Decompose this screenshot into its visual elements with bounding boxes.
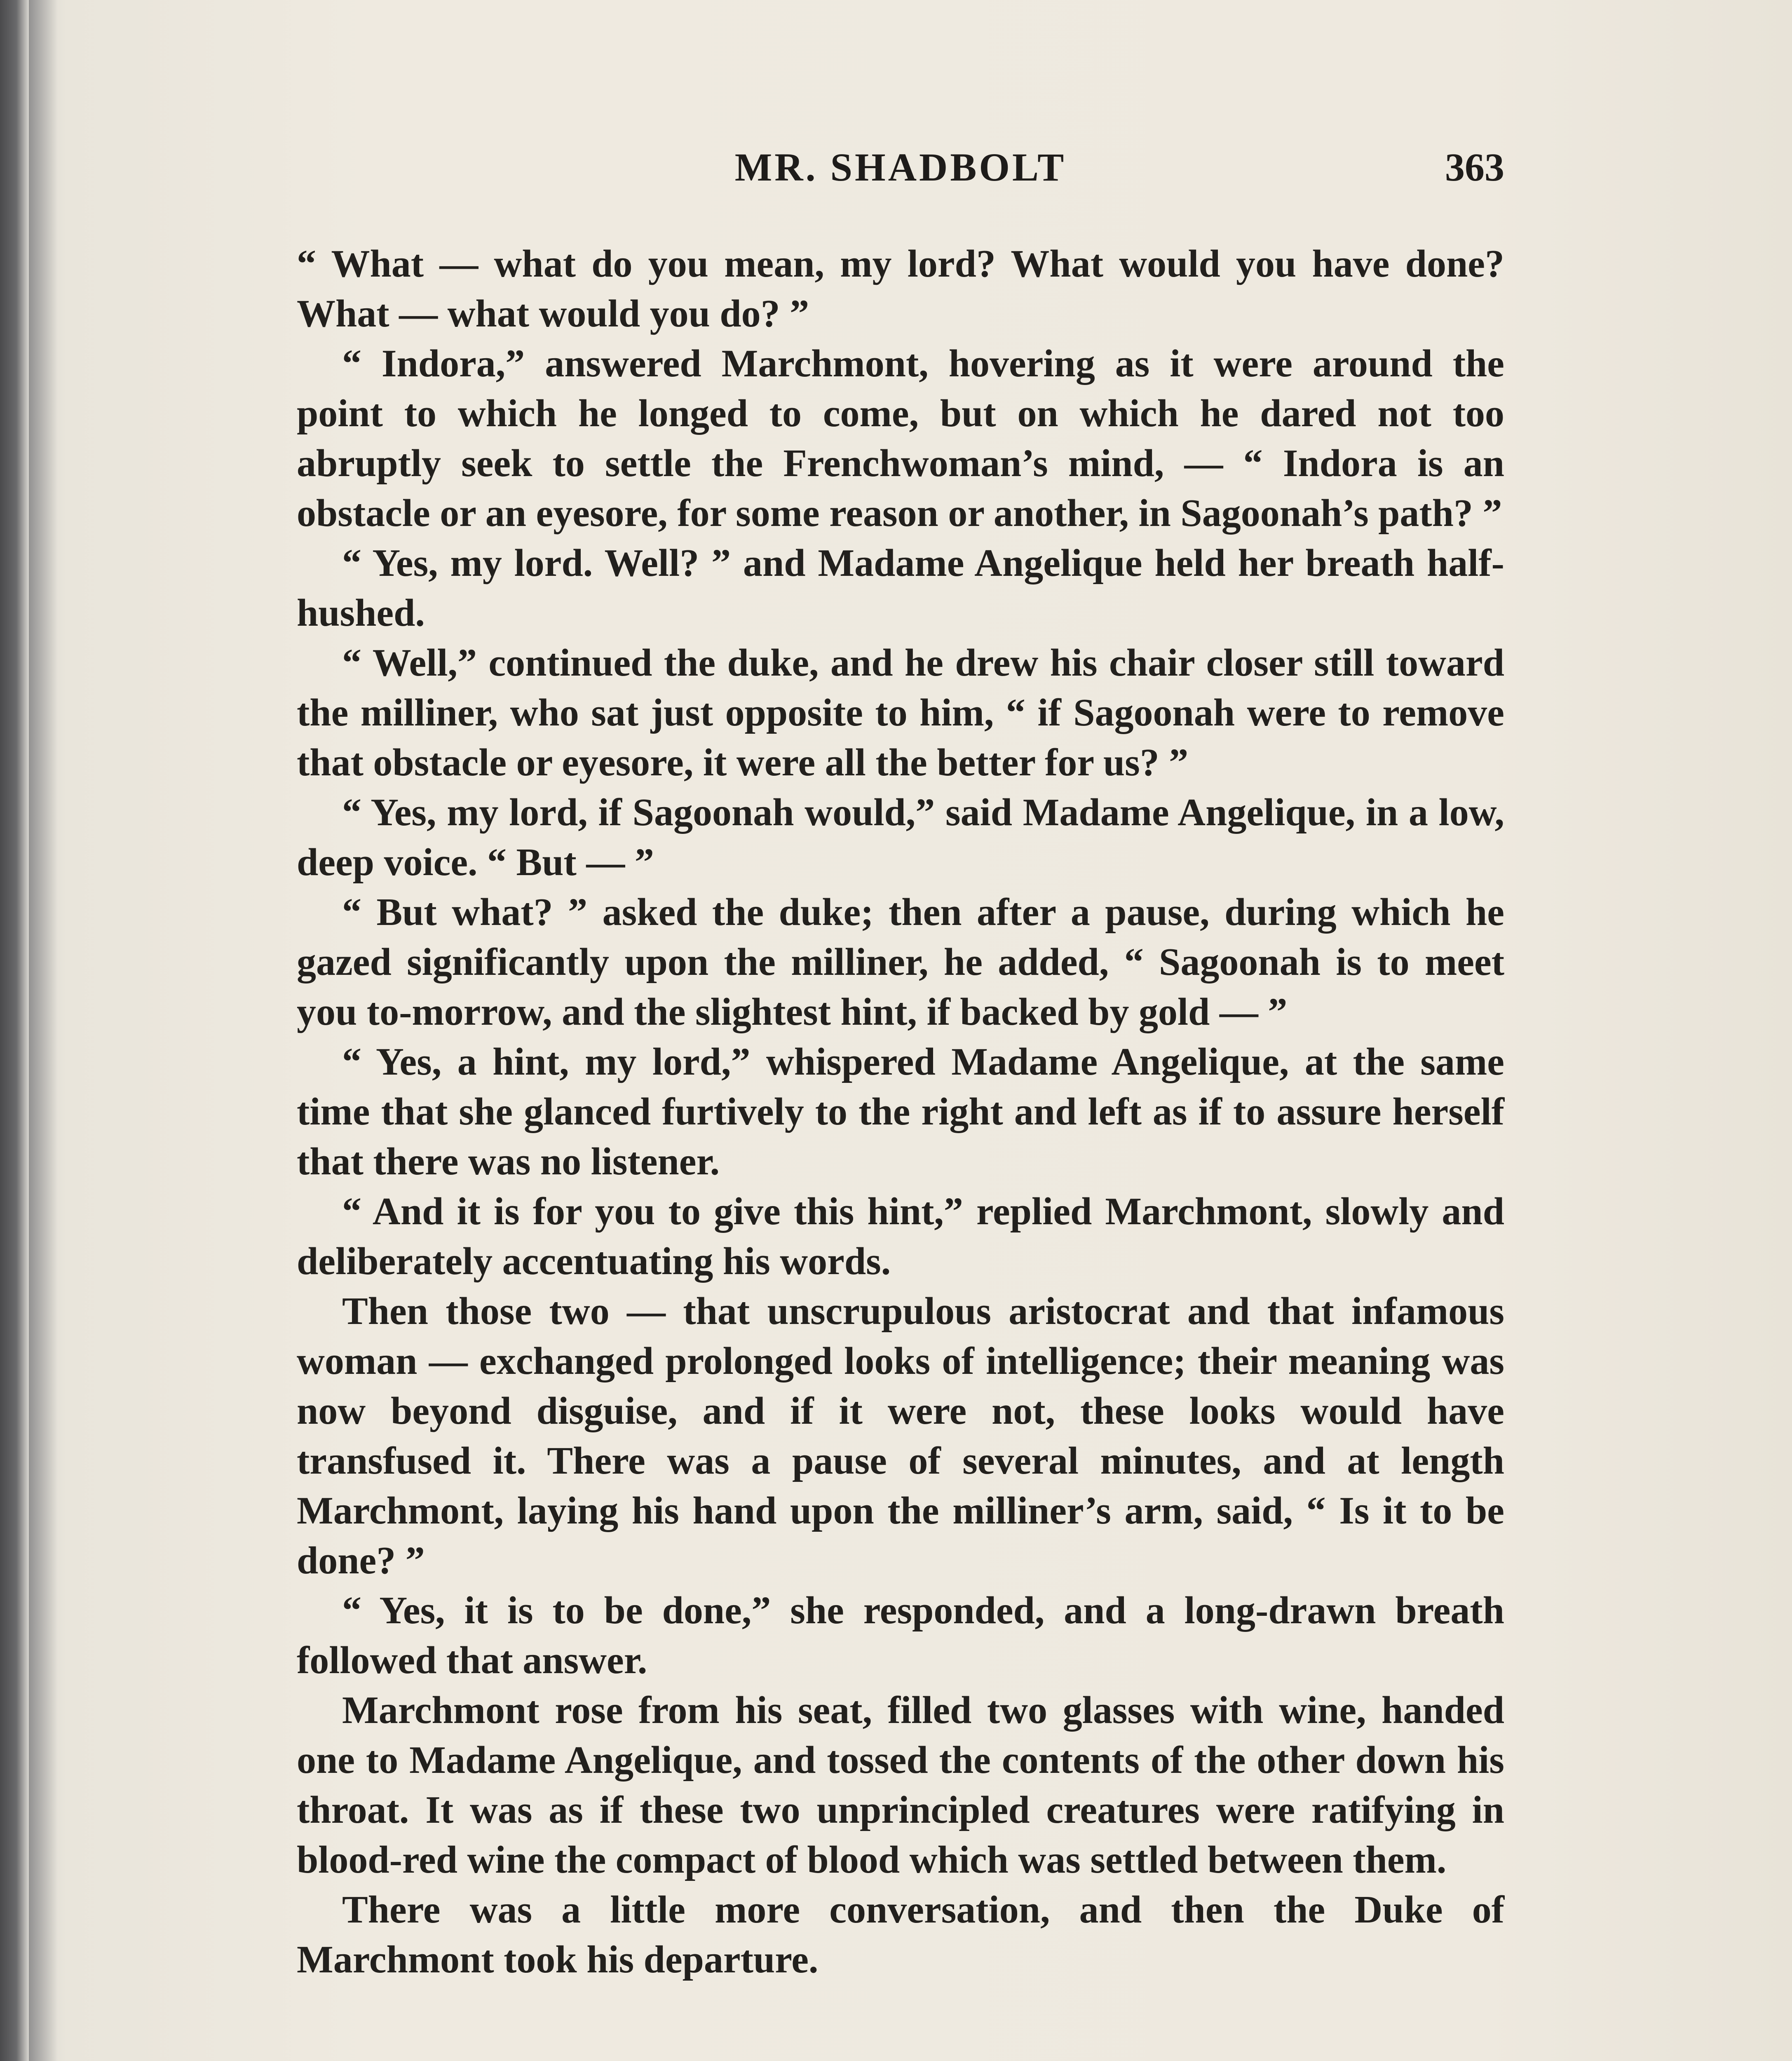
page-number: 363: [1445, 145, 1504, 189]
paragraph: Marchmont rose from his seat, filled two glasses with wine, handed one to Madame Angelique, and tossed the contents of the other down his throat. It was as if these two unprincipled creatures were ratifying in blood-red wine the compact of blood which was settled between them.: [297, 1689, 1504, 1881]
paragraph: “ Yes, it is to be done,” she responded, and a long-drawn breath followed that answer.: [297, 1589, 1504, 1682]
paragraph: “ But what? ” asked the duke; then after a pause, during which he gazed significantly upon the milliner, he added, “ Sagoonah is to meet you to-morrow, and the slightest hint, if backed by gold — ”: [297, 891, 1504, 1033]
paragraph: Then those two — that unscrupulous aristocrat and that infamous woman — exchanged prolonged looks of intelligence; their meaning was now beyond disguise, and if it were not, these looks would have transfused it. There was a pause of several minutes, and at length Marchmont, laying his hand upon the milliner’s arm, said, “ Is it to be done? ”: [297, 1290, 1504, 1582]
paragraph: “ Well,” continued the duke, and he drew his chair closer still toward the milliner, who sat just opposite to him, “ if Sagoonah were to remove that obstacle or eyesore, it were all the better for us? ”: [297, 641, 1504, 784]
paragraph: There was a little more conversation, and then the Duke of Marchmont took his departure.: [297, 1888, 1504, 1981]
binding-shadow: [29, 0, 58, 2061]
paragraph: “ Indora,” answered Marchmont, hovering as it were around the point to which he longed to come, but on which he dared not too abruptly seek to settle the Frenchwoman’s mind, — “ Indora is an obstacle or an eyesore, for some reason or another, in Sagoonah’s path? ”: [297, 342, 1504, 535]
paragraph: “ And it is for you to give this hint,” replied Marchmont, slowly and deliberately accentuating his words.: [297, 1190, 1504, 1283]
paragraph: “ Yes, a hint, my lord,” whispered Madame Angelique, at the same time that she glanced furtively to the right and left as if to assure herself that there was no listener.: [297, 1040, 1504, 1183]
paragraph: “ Yes, my lord. Well? ” and Madame Angelique held her breath half-hushed.: [297, 542, 1504, 634]
paragraph: “ What — what do you mean, my lord? What would you have done? What — what would you do? ”: [297, 242, 1504, 335]
body-text: [297, 239, 1504, 1985]
page-header: [297, 144, 1504, 202]
paragraph: “ Yes, my lord, if Sagoonah would,” said Madame Angelique, in a low, deep voice. “ But — ”: [297, 791, 1504, 884]
running-head: MR. SHADBOLT: [734, 145, 1067, 189]
